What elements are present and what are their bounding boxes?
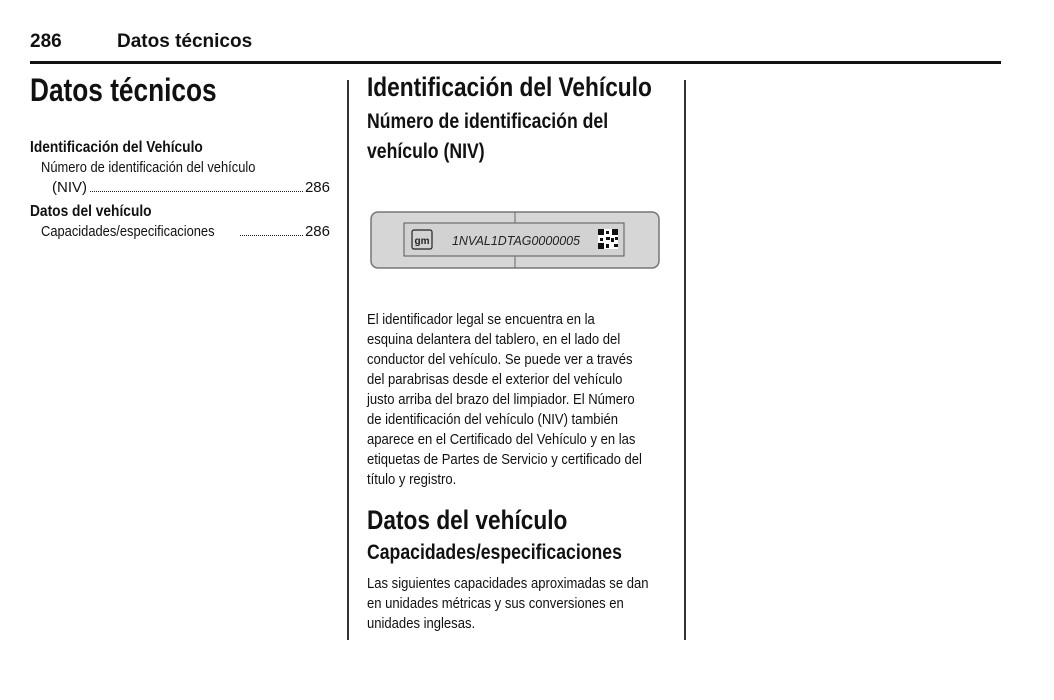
toc-item-vin-page: 286 xyxy=(304,179,330,196)
capacities-paragraph xyxy=(367,574,667,634)
vin-paragraph-line: justo arriba del brazo del limpiador. El Número xyxy=(367,391,635,408)
section-heading-identification: Identificación del Vehículo xyxy=(367,72,652,102)
vin-paragraph-line: de identificación del vehículo (NIV) también xyxy=(367,411,618,428)
vin-paragraph-line: El identificador legal se encuentra en la xyxy=(367,311,595,328)
toc-item-capacities[interactable] xyxy=(30,222,330,242)
toc-item-vin[interactable] xyxy=(30,178,330,198)
column-divider-left xyxy=(347,80,349,640)
left-column xyxy=(30,72,330,240)
gm-logo-text: gm xyxy=(414,236,430,247)
vin-paragraph-line: título y registro. xyxy=(367,471,457,488)
vin-paragraph-line: del parabrisas desde el exterior del vehículo xyxy=(367,371,623,388)
capacities-paragraph-line: unidades inglesas. xyxy=(367,615,476,632)
vin-number: 1NVAL1DTAG0000005 xyxy=(452,233,581,248)
main-column xyxy=(367,72,667,167)
dot-leader xyxy=(240,235,303,236)
vin-location-paragraph xyxy=(367,310,667,490)
dot-leader xyxy=(90,191,303,192)
vehicle-data-section xyxy=(367,505,667,634)
capacities-paragraph-line: Las siguientes capacidades aproximadas se dan xyxy=(367,575,649,592)
toc-item-vin-line2: (NIV) xyxy=(52,179,87,196)
subheading-capacities: Capacidades/especificaciones xyxy=(367,541,622,564)
vin-paragraph-line: conductor del vehículo. Se puede ver a través xyxy=(367,351,633,368)
vin-plate-illustration xyxy=(370,211,660,269)
column-divider-right xyxy=(684,80,686,640)
subheading-vin: Número de identificación del vehículo (NIV) xyxy=(367,110,609,163)
header-rule xyxy=(30,61,1001,64)
toc-item-capacities-label: Capacidades/especificaciones xyxy=(41,223,215,240)
vin-paragraph-line: aparece en el Certificado del Vehículo y en las xyxy=(367,431,636,448)
vin-paragraph-line: esquina delantera del tablero, en el lado del xyxy=(367,331,621,348)
table-of-contents xyxy=(30,138,330,242)
vin-paragraph-line: etiquetas de Partes de Servicio y certificado del xyxy=(367,451,642,468)
running-header-title: Datos técnicos xyxy=(117,31,253,52)
page-number: 286 xyxy=(30,31,62,52)
section-heading-vehicle-data: Datos del vehículo xyxy=(367,505,568,535)
toc-item-vin-line1[interactable]: Número de identificación del vehículo xyxy=(41,159,256,176)
capacities-paragraph-line: en unidades métricas y sus conversiones en xyxy=(367,595,624,612)
toc-item-capacities-page: 286 xyxy=(304,223,330,240)
chapter-title: Datos técnicos xyxy=(30,72,217,108)
toc-section-vehicle-data[interactable]: Datos del vehículo xyxy=(30,203,152,220)
qr-code-icon xyxy=(598,229,618,249)
toc-section-identification[interactable]: Identificación del Vehículo xyxy=(30,139,203,156)
